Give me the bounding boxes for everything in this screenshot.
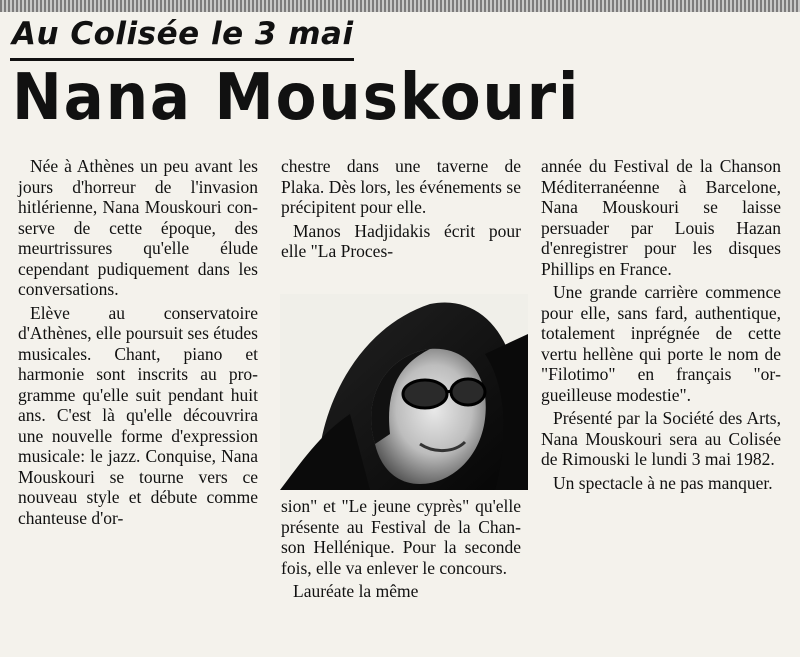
paragraph: Présenté par la Société des Arts, Nana Mouskouri sera au Colisée de Rimouski le lundi 3 mai 1982. [541, 408, 781, 469]
paragraph: Manos Hadjidakis écrit pour elle "La Proces- [281, 220, 521, 261]
paragraph: Née à Athènes un peu avant les jours d'horreur de l'invasion hitlérienne, Nana Mouskouri conserve de cette époque, des meurtrissures qu'elle élude cependant pudiquement dans les conversations. [18, 156, 258, 299]
headline: Nana Mouskouri [12, 61, 581, 135]
paragraph: Elève au conservatoire d'Athènes, elle poursuit ses études musicales. Chant, piano et harmonie sont inscrits au programme qu'elle suit pendant huit ans. C'est là qu'elle découvrira une nouvelle forme d'expression musicale: le jazz. Conquise, Nana Mouskouri se tourne vers ce nouveau style et débute comme chanteuse d'or- [18, 302, 258, 528]
top-border-band [0, 0, 800, 12]
article-column-1 [18, 156, 258, 528]
paragraph: Lauréate la même [293, 581, 419, 601]
portrait-photo [280, 294, 528, 490]
paragraph: année du Festival de la Chanson Méditerranéenne à Barcelone, Nana Mouskouri se laisse persuader par Louis Hazan d'enregistrer pour les disques Phillips en France. [541, 156, 781, 279]
paragraph: sion" et "Le jeune cyprès" qu'elle présente au Festival de la Chanson Hellénique. Pour la seconde fois, elle va enlever le concours. [281, 496, 521, 578]
article-column-3 [541, 156, 781, 493]
article-column-2-continued [281, 496, 521, 602]
kicker-heading: Au Colisée le 3 mai [12, 16, 354, 52]
paragraph: Un spectacle à ne pas manquer. [553, 472, 773, 493]
paragraph: chestre dans une taverne de Plaka. Dès lors, les événements se précipitent pour elle. [281, 156, 521, 217]
paragraph: Une grande carrière commence pour elle, sans fard, authentique, totalement inprégnée de cette vertu hellène qui porte le nom de "Filotimo" en français "orgueilleuse modestie". [541, 282, 781, 405]
portrait-image [280, 294, 528, 490]
article-column-2 [281, 156, 521, 262]
